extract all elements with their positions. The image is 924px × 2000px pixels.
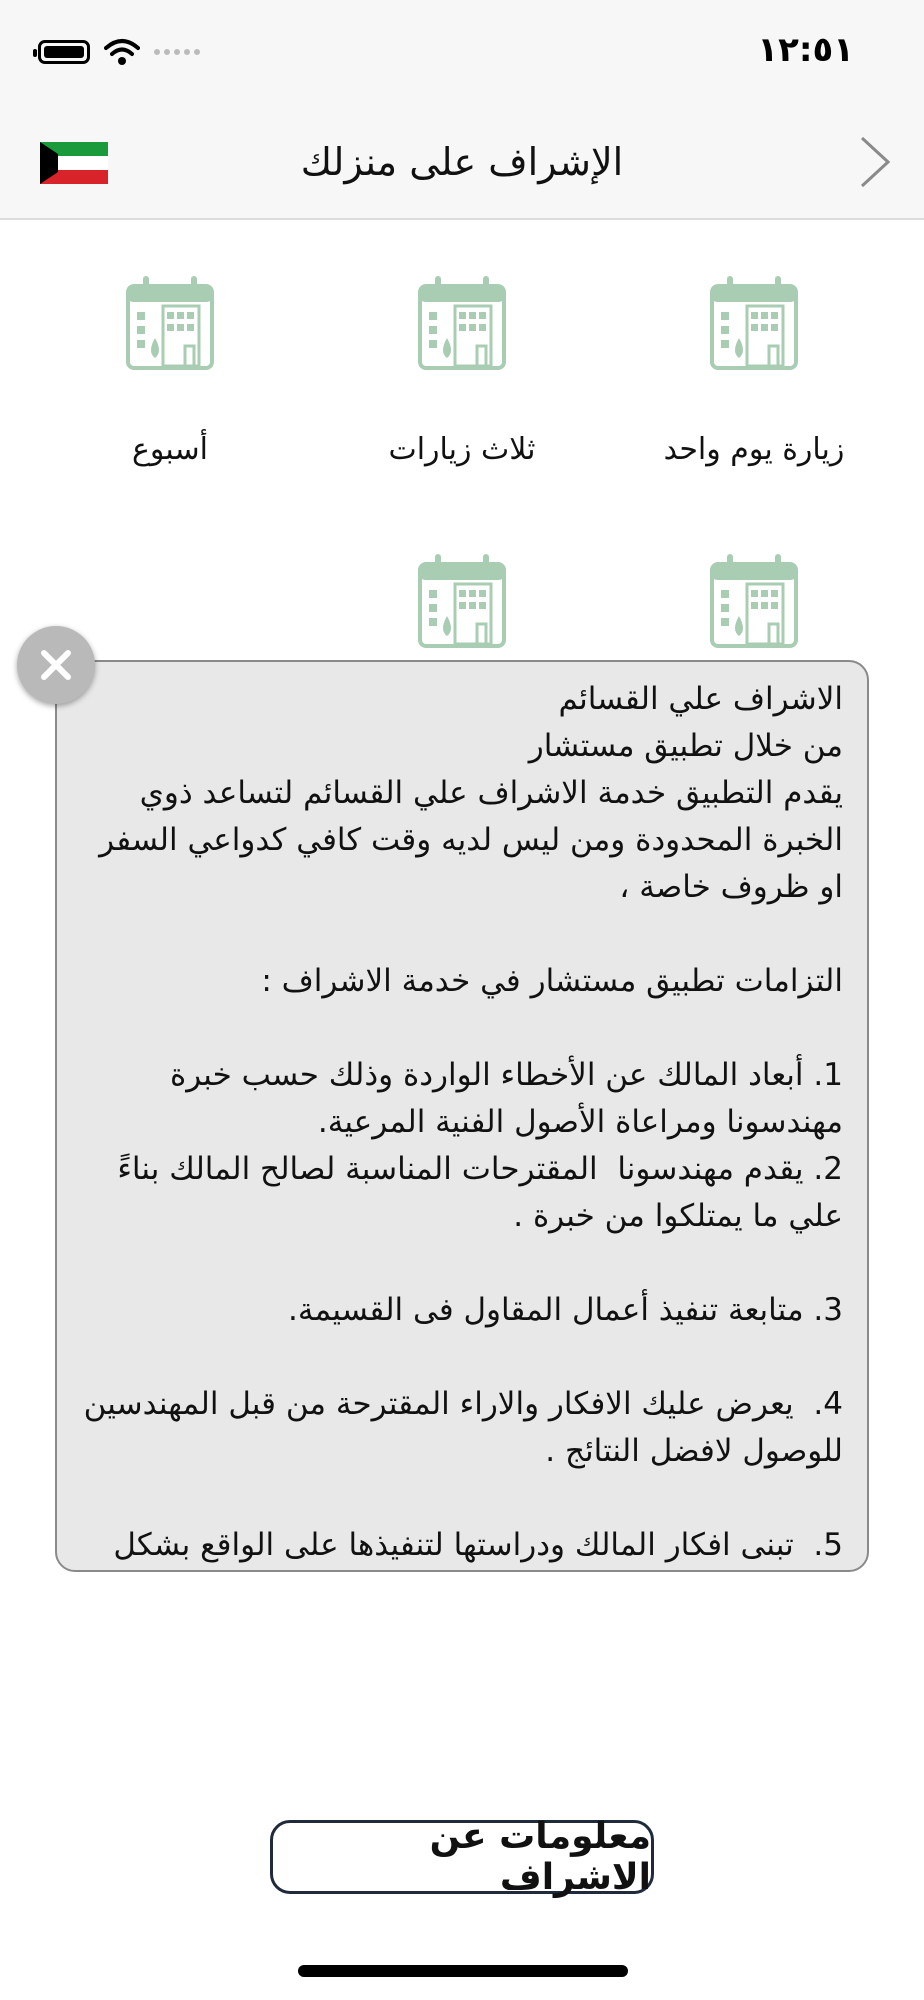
status-time: ١٢:٥١ bbox=[757, 30, 854, 70]
close-popup-button[interactable] bbox=[17, 626, 95, 704]
status-icons bbox=[38, 38, 200, 66]
close-icon bbox=[36, 645, 76, 685]
calendar-building-icon bbox=[417, 554, 507, 650]
signal-icon bbox=[154, 49, 200, 55]
page-title: الإشراف على منزلك bbox=[300, 140, 624, 184]
supervision-info-button[interactable]: معلومات عن الاشراف bbox=[270, 1820, 654, 1894]
option-label: ثلاث زيارات bbox=[388, 432, 536, 467]
supervision-info-popup[interactable] bbox=[55, 660, 869, 1572]
option-label: زيارة يوم واحد bbox=[663, 432, 845, 467]
calendar-building-icon bbox=[417, 276, 507, 372]
calendar-building-icon bbox=[709, 554, 799, 650]
chevron-right-icon[interactable] bbox=[854, 132, 894, 192]
nav-bar bbox=[0, 110, 924, 220]
battery-icon bbox=[38, 40, 90, 64]
status-bar bbox=[0, 0, 924, 110]
popup-text: الاشراف علي القسائم من خلال تطبيق مستشار يقدم التطبيق خدمة الاشراف علي القسائم لتساعد ذوي الخبرة المحدودة ومن ليس لديه وقت كافي كدواعي السفر او ظروف خاصة ، التزامات تطبيق مستشار في خدمة الاشراف : 1. أبعاد المالك عن الأخطاء الواردة وذلك حسب خبرة مهندسونا ومراعاة الأصول الفنية المرعية. 2. يقدم مهندسونا المقترحات المناسبة لصالح المالك بناءً علي ما يمتلكوا من خبرة . 3. متابعة تنفيذ أعمال المقاول فى القسيمة. 4. يعرض عليك الافكار والاراء المقترحة من قبل المهندسين للوصول لافضل النتائج . 5. تبنى افكار المالك ودراستها لتنفيذها على الواقع بشكل bbox=[83, 681, 843, 1563]
option-label: أسبوع bbox=[132, 432, 208, 467]
option-week[interactable] bbox=[50, 276, 290, 467]
option-three-visits[interactable] bbox=[342, 276, 582, 467]
wifi-icon bbox=[104, 38, 140, 66]
calendar-building-icon bbox=[709, 276, 799, 372]
home-indicator[interactable] bbox=[298, 1965, 628, 1977]
option-one-day-visit[interactable] bbox=[634, 276, 874, 467]
option-fourth[interactable] bbox=[634, 554, 874, 650]
option-fifth[interactable] bbox=[342, 554, 582, 650]
calendar-building-icon bbox=[125, 276, 215, 372]
